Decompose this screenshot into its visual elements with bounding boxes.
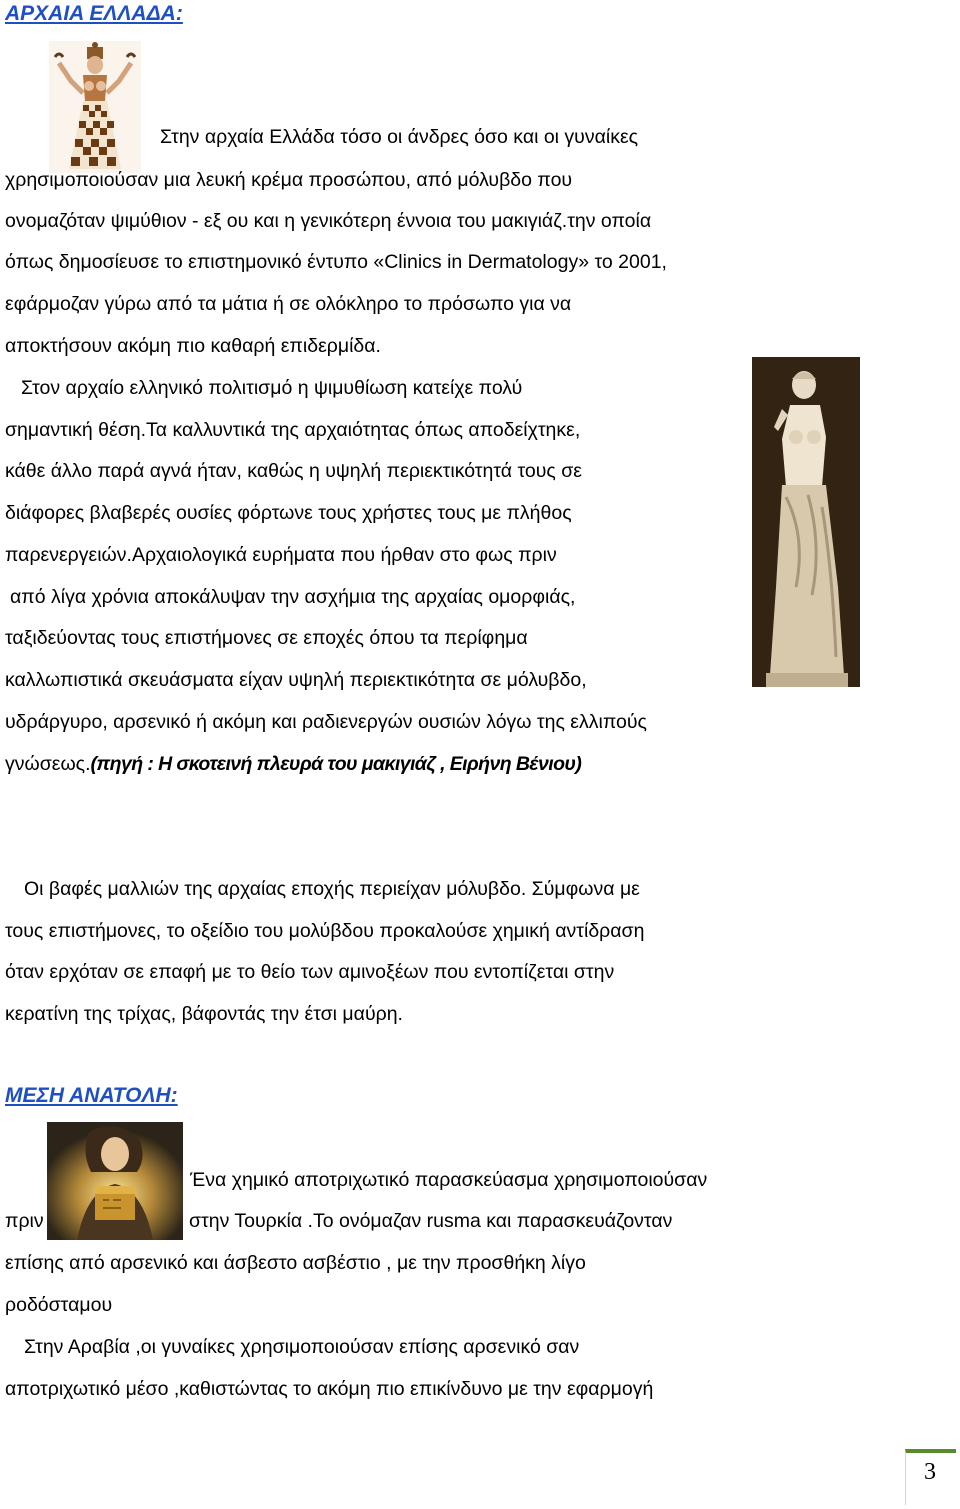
text-line: Στην αρχαία Ελλάδα τόσο οι άνδρες όσο και οι γυναίκες — [160, 126, 639, 148]
text-line: από λίγα χρόνια αποκάλυψαν την ασχήμια της αρχαίας ομορφιάς, — [10, 586, 576, 608]
text-line: στην Τουρκία .Το ονόμαζαν rusma και παρασκευάζονταν — [189, 1210, 673, 1232]
source-citation: (πηγή : Η σκοτεινή πλευρά του μακιγιάζ , Ειρήνη Βένιου) — [90, 753, 582, 775]
text-line: επίσης από αρσενικό και άσβεστο ασβέστιο , με την προσθήκη λίγο — [5, 1252, 586, 1274]
text-line: ταξιδεύοντας τους επιστήμονες σε εποχές όπου τα περίφημα — [5, 627, 528, 649]
text-line: σημαντική θέση.Τα καλλυντικά της αρχαιότητας όπως αποδείχτηκε, — [5, 419, 581, 441]
text-line: καλλωπιστικά σκευάσματα είχαν υψηλή περιεκτικότητα σε μόλυβδο, — [5, 669, 587, 691]
text-line: όταν ερχόταν σε επαφή με το θείο των αμινοξέων που εντοπίζεται στην — [5, 961, 615, 983]
text-line: κάθε άλλο παρά αγνά ήταν, καθώς η υψηλή περιεκτικότητά τους σε — [5, 460, 582, 482]
text-line: πριν — [5, 1210, 44, 1232]
text-line: Στην Αραβία ,οι γυναίκες χρησιμοποιούσαν επίσης αρσενικό σαν — [24, 1336, 580, 1358]
text-line: διάφορες βλαβερές ουσίες φόρτωνε τους χρήστες τους με πλήθος — [5, 502, 572, 524]
venus-de-milo-image — [752, 357, 860, 687]
text-line: Οι βαφές μαλλιών της αρχαίας εποχής περιείχαν μόλυβδο. Σύμφωνα με — [24, 878, 640, 900]
page-number: 3 — [924, 1459, 936, 1485]
text-line: χρησιμοποιούσαν μια λευκή κρέμα προσώπου, από μόλυβδο που — [5, 169, 573, 191]
source-line — [5, 752, 581, 776]
middle-east-heading: ΜΕΣΗ ΑΝΑΤΟΛΗ: — [5, 1084, 178, 1107]
text-line: υδράργυρο, αρσενικό ή ακόμη και ραδιενεργών ουσιών λόγω της ελλιπούς — [5, 711, 647, 733]
text-line: αποτριχωτικό μέσο ,καθιστώντας το ακόμη πιο επικίνδυνο με την εφαρμογή — [5, 1378, 654, 1400]
text-line: Ένα χημικό αποτριχωτικό παρασκεύασμα χρησιμοποιούσαν — [190, 1169, 708, 1191]
text-line: παρενεργειών.Αρχαιολογικά ευρήματα που ήρθαν στο φως πριν — [5, 544, 557, 566]
snake-goddess-image — [49, 41, 141, 173]
text-line: ονομαζόταν ψιμύθιον - εξ ου και η γενικότερη έννοια του μακιγιάζ.την οποία — [5, 210, 652, 232]
text-line: εφάρμοζαν γύρω από τα μάτια ή σε ολόκληρο το πρόσωπο για να — [5, 293, 572, 315]
text-line: αποκτήσουν ακόμη πιο καθαρή επιδερμίδα. — [5, 335, 381, 357]
woman-with-box-image — [47, 1122, 183, 1240]
text-line: Στον αρχαίο ελληνικό πολιτισμό η ψιμυθίωση κατείχε πολύ — [21, 377, 523, 399]
text-line: τους επιστήμονες, το οξείδιο του μολύβδου προκαλούσε χημική αντίδραση — [5, 920, 645, 942]
source-prefix: γνώσεως. — [5, 753, 91, 775]
text-line: κερατίνη της τρίχας, βάφοντάς την έτσι μαύρη. — [5, 1003, 403, 1025]
ancient-greece-heading: ΑΡΧΑΙΑ ΕΛΛΑΔΑ: — [5, 2, 183, 25]
text-line: όπως δημοσίευσε το επιστημονικό έντυπο «Clinics in Dermatology» το 2001, — [5, 251, 667, 273]
text-line: ροδόσταμου — [5, 1294, 113, 1316]
